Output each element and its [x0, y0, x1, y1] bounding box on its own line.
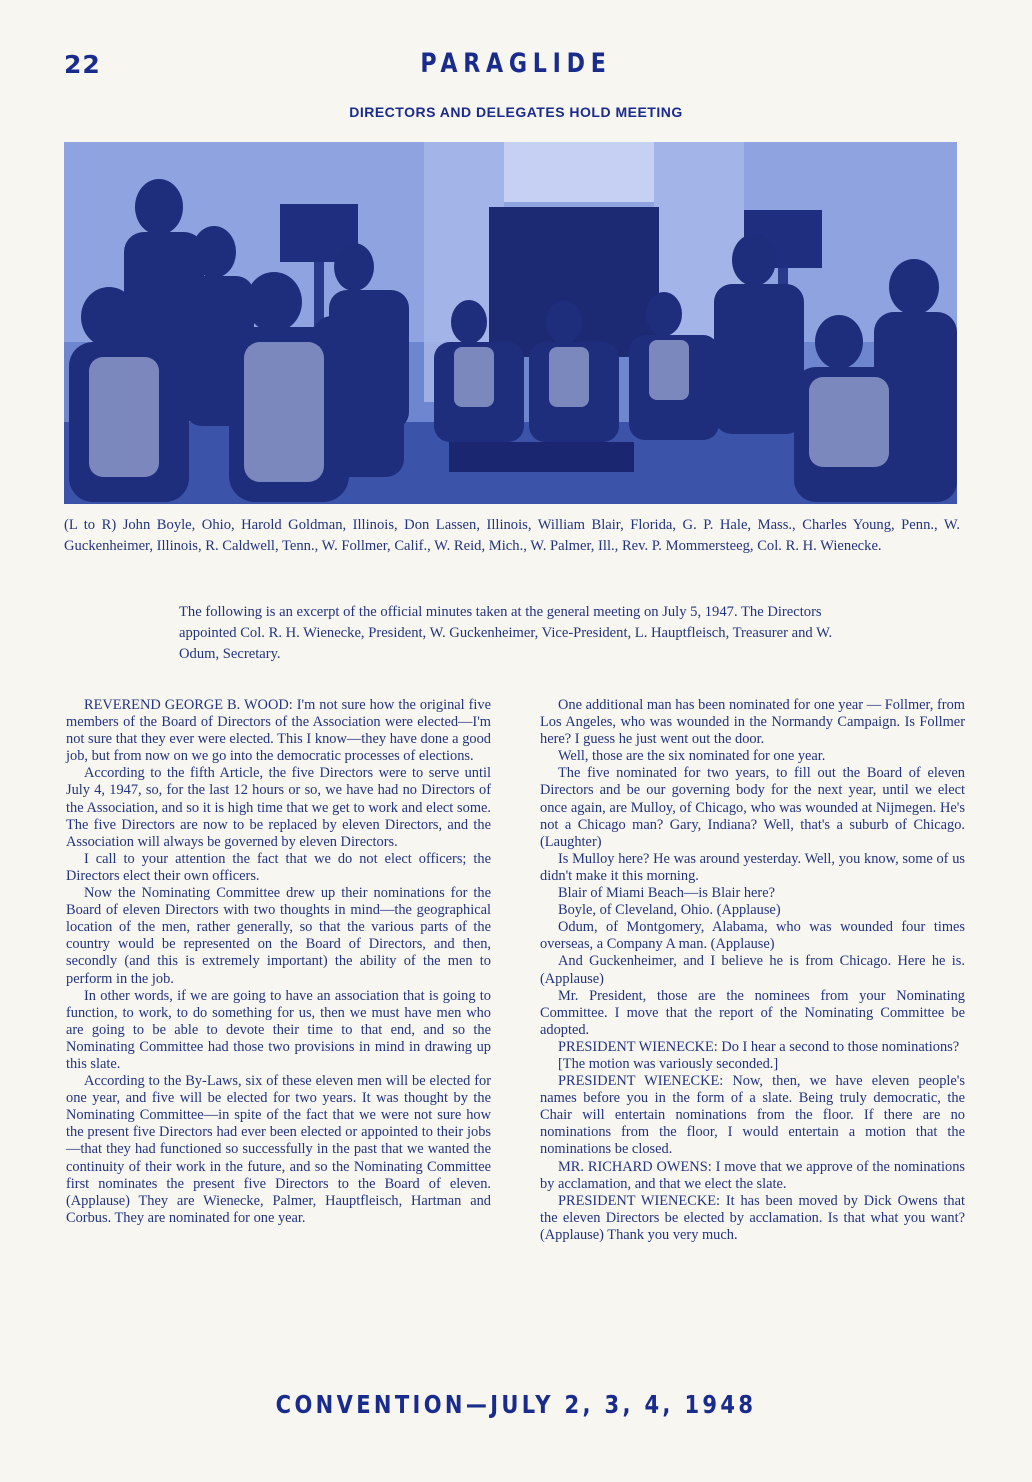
paragraph: MR. RICHARD OWENS: I move that we approve of the nominations by acclamation, and that we elect the slate.	[540, 1158, 965, 1192]
meeting-photo-illustration	[64, 142, 957, 504]
paragraph: Odum, of Montgomery, Alabama, who was wounded four times overseas, a Company A man. (Applause)	[540, 919, 965, 953]
paragraph: [The motion was variously seconded.]	[558, 1055, 779, 1072]
paragraph: The five nominated for two years, to fill out the Board of eleven Directors and be our governing body for the next year, until we elect once again, are Mulloy, of Chicago, who was wounded at Nijmegen. He's not a Chicago man? Gary, Indiana? Well, that's a suburb of Chicago. (Laughter)	[540, 765, 965, 850]
article-headline: DIRECTORS AND DELEGATES HOLD MEETING	[349, 104, 683, 120]
paragraph: Mr. President, those are the nominees from your Nominating Committee. I move that the report of the Nominating Committee be adopted.	[540, 987, 965, 1038]
paragraph: According to the fifth Article, the five Directors were to serve until July 4, 1947, so, for the last 12 hours or so, we have had no Directors of the Association, and so it is high time that we get to work and elect some. The five Directors are now to be replaced by eleven Directors, and the Association will always be governed by eleven Directors.	[66, 765, 491, 850]
paragraph: I call to your attention the fact that we do not elect officers; the Directors elect their own officers.	[66, 850, 491, 884]
paragraph: REVEREND GEORGE B. WOOD: I'm not sure how the original five members of the Board of Directors of the Association were elected—I'm not sure that they ever were elected. This I know—they have done a good job, but from now on we go into the democratic processes of elections.	[66, 697, 491, 765]
publication-masthead: PARAGLIDE	[420, 48, 612, 79]
convention-footer: CONVENTION—JULY 2, 3, 4, 1948	[275, 1390, 757, 1419]
meeting-photo	[64, 142, 957, 504]
paragraph: Now the Nominating Committee drew up their nominations for the Board of eleven Directors with two thoughts in mind—the geographical location of the men, rather generally, so that the various parts of the country would be represented on the Board of Directors, and then, secondly (and this is extremely important) the ability of the men to perform in the job.	[66, 885, 491, 987]
minutes-intro: The following is an excerpt of the official minutes taken at the general meeting on July 5, 1947. The Directors appointed Col. R. H. Wienecke, President, W. Guckenheimer, Vice-President, L. Hauptfleisch, Treasurer and W. Odum, Secretary.	[179, 604, 833, 662]
paragraph: Boyle, of Cleveland, Ohio. (Applause)	[558, 902, 781, 919]
paragraph: PRESIDENT WIENECKE: Now, then, we have eleven people's names before you in the form of a slate. Being truly democratic, the Chair will entertain nominations from the floor. If there are no nominations from the floor, I would entertain a motion that the nominations be closed.	[540, 1073, 965, 1158]
page-number: 22	[64, 50, 101, 79]
paragraph: According to the By-Laws, six of these eleven men will be elected for one year, and five will be elected for two years. It was thought by the Nominating Committee—in spite of the fact that we were not sure how the present five Directors had ever been elected or appointed to their jobs—that they had functioned so successfully in the past that we wanted the continuity of their work in the future, and so the Nominating Committee first nominates the present five Directors to the Board of eleven. (Applause) They are Wienecke, Palmer, Hauptfleisch, Hartman and Corbus. They are nominated for one year.	[66, 1073, 491, 1226]
paragraph: And Guckenheimer, and I believe he is from Chicago. Here he is. (Applause)	[540, 953, 965, 987]
right-column	[540, 697, 965, 1244]
paragraph: Blair of Miami Beach—is Blair here?	[558, 885, 775, 902]
paragraph: Well, those are the six nominated for one year.	[558, 748, 826, 765]
photo-caption: (L to R) John Boyle, Ohio, Harold Goldman, Illinois, Don Lassen, Illinois, William Blair, Florida, G. P. Hale, Mass., Charles Young, Penn., W. Guckenheimer, Illinois, R. Caldwell, Tenn., W. Follmer, Calif., W. Reid, Mich., W. Palmer, Ill., Rev. P. Mommersteeg, Col. R. H. Wienecke.	[64, 517, 960, 554]
paragraph: Is Mulloy here? He was around yesterday. Well, you know, some of us didn't make it this morning.	[540, 850, 965, 884]
left-column	[66, 697, 491, 1227]
paragraph: In other words, if we are going to have an association that is going to function, to work, to do something for us, then we must have men who are going to be able to devote their time to that end, and so the Nominating Committee had those two provisions in mind in drawing up this slate.	[66, 987, 491, 1072]
paragraph: PRESIDENT WIENECKE: Do I hear a second to those nominations?	[558, 1038, 960, 1055]
paragraph: One additional man has been nominated for one year — Follmer, from Los Angeles, who was wounded in the Normandy Campaign. Is Follmer here? I guess he just went out the door.	[540, 697, 965, 748]
paragraph: PRESIDENT WIENECKE: It has been moved by Dick Owens that the eleven Directors be elected by acclamation. Is that what you want? (Applause) Thank you very much.	[540, 1192, 965, 1243]
